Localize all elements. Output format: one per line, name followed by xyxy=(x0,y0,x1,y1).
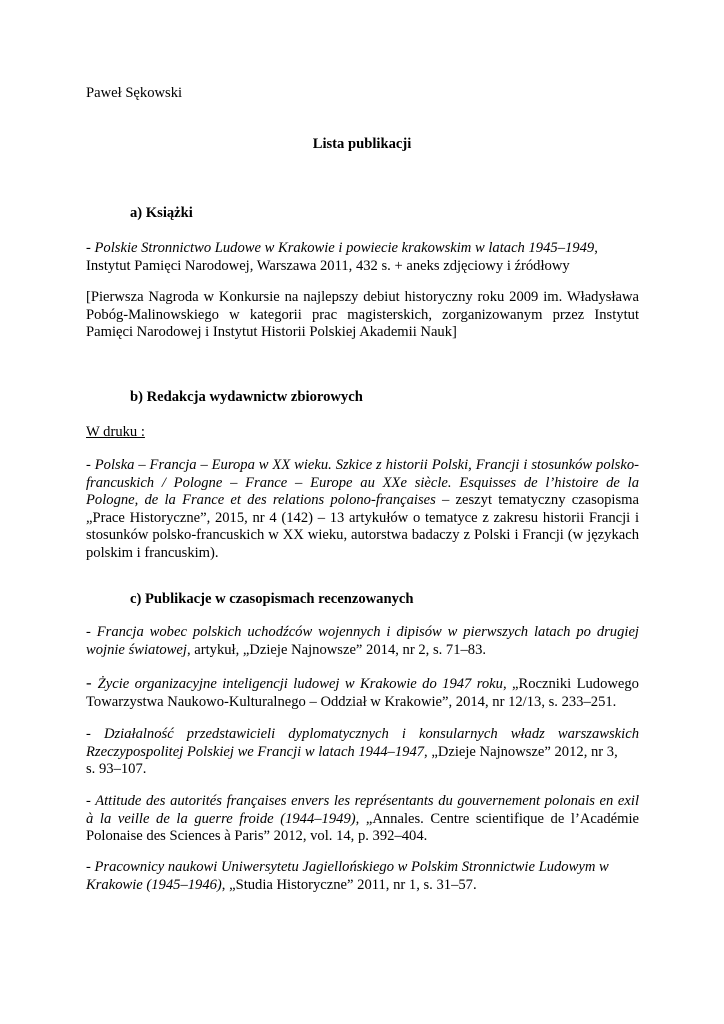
book-entry: - Polskie Stronnictwo Ludowe w Krakowie i powiecie krakowskim w latach 1945–1949, Instytut Pamięci Narodowej, Warszawa 2011, 432 s. + aneks zdjęciowy i źródłowy xyxy=(86,240,598,274)
article-entry: - Pracownicy naukowi Uniwersytetu Jagiellońskiego w Polskim Stronnictwie Ludowym w Krakowie (1945–1946), „Studia Historyczne” 2011, nr 1, s. 31–57. xyxy=(86,859,609,893)
author-name: Paweł Sękowski xyxy=(86,85,183,101)
section-heading-books: a) Książki xyxy=(130,205,193,221)
section-heading-editing: b) Redakcja wydawnictw zbiorowych xyxy=(130,389,363,405)
in-press-label: W druku : xyxy=(86,424,145,440)
article-entry: - Attitude des autorités françaises envers les représentants du gouvernement polonais en exil à la veille de la guerre froide (1944–1949), „Annales. Centre scientifique de l’Académie Polonaise des Sciences à Paris” 2012, vol. 14, p. 392–404. xyxy=(86,793,639,845)
award-note: [Pierwsza Nagroda w Konkursie na najlepszy debiut historyczny roku 2009 im. Władysława Pobóg-Malinowskiego w kategorii prac magisterskich, zorganizowanym przez Instytut Pamięci Narodowej i Instytut Historii Polskiej Akademii Nauk] xyxy=(86,289,639,341)
page-title: Lista publikacji xyxy=(312,136,412,152)
article-entry: - Działalność przedstawicieli dyplomatycznych i konsularnych władz warszawskich Rzeczypospolitej Polskiej we Francji w latach 1944–1947, „Dzieje Najnowsze” 2012, nr 3, s. 93–107. xyxy=(86,726,639,778)
book-title: Polskie Stronnictwo Ludowe w Krakowie i powiecie krakowskim w latach 1945–1949 xyxy=(94,240,595,256)
edited-volume-entry: - Polska – Francja – Europa w XX wieku. Szkice z historii Polski, Francji i stosunków polsko- francuskich / Pologne – France – Europe au XXe siècle. Esquisses de l’histoire de la Pologne, de la France et des relations polono-françaises – zeszyt tematyczny czasopisma „Prace Historyczne”, 2015, nr 4 (142) – 13 artykułów o tematyce z zakresu historii Francji i stosunków polsko-francuskich w XX wieku, autorstwa badaczy z Polski i Francji (w językach polskim i francuskim). xyxy=(86,457,639,561)
article-entry: - Życie organizacyjne inteligencji ludowej w Krakowie do 1947 roku, „Roczniki Ludowego Towarzystwa Naukowo-Kulturalnego – Oddział w Krakowie”, 2014, nr 12/13, s. 233–251. xyxy=(86,673,639,710)
article-entry: - Francja wobec polskich uchodźców wojennych i dipisów w pierwszych latach po drugiej wojnie światowej, artykuł, „Dzieje Najnowsze” 2014, nr 2, s. 71–83. xyxy=(86,624,639,658)
section-heading-articles: c) Publikacje w czasopismach recenzowanych xyxy=(130,591,414,607)
